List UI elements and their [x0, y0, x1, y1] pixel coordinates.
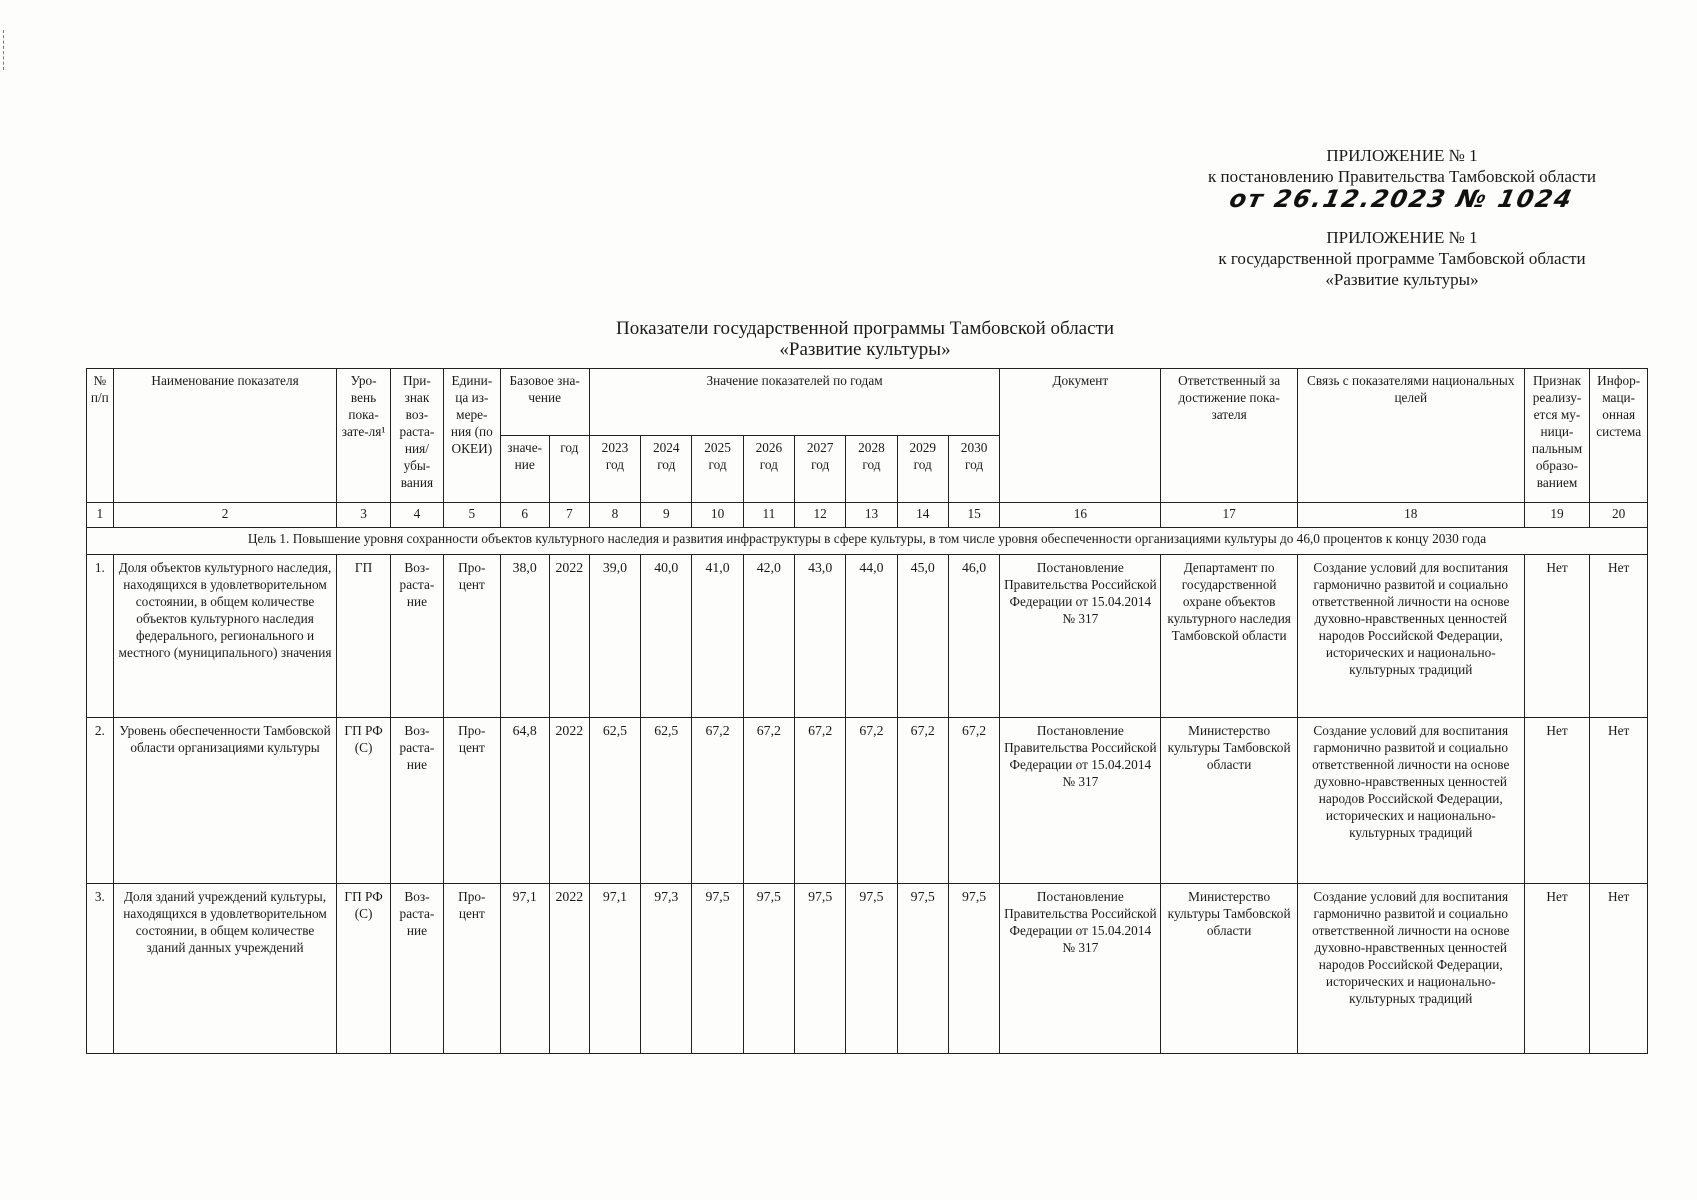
document-ref: Постановление Правительства Российской Федерации от 15.04.2014 № 317 [1000, 555, 1161, 718]
row-number: 2. [87, 718, 114, 884]
column-number: 1 [87, 503, 114, 528]
column-number: 17 [1161, 503, 1297, 528]
indicator-level: ГП РФ (С) [337, 718, 390, 884]
header-year: 2025 год [692, 436, 743, 503]
indicator-unit: Про-цент [444, 718, 500, 884]
column-number: 13 [846, 503, 897, 528]
year-value: 97,5 [692, 884, 743, 1054]
header-year: 2023 год [589, 436, 640, 503]
year-value: 97,3 [641, 884, 692, 1054]
goal-text: Цель 1. Повышение уровня сохранности объектов культурного наследия и развития инфраструктуры в сфере культуры, в том числе уровня обеспеченности организациями культуры до 46,0 процентов к концу 2030 года [87, 528, 1648, 555]
year-value: 42,0 [743, 555, 794, 718]
year-value: 97,1 [589, 884, 640, 1054]
responsible: Министерство культуры Тамбовской области [1161, 718, 1297, 884]
header-year: 2026 год [743, 436, 794, 503]
base-year: 2022 [549, 884, 589, 1054]
base-year: 2022 [549, 555, 589, 718]
indicator-sign: Воз-раста-ние [390, 555, 443, 718]
info-system: Нет [1590, 718, 1648, 884]
indicator-sign: Воз-раста-ние [390, 718, 443, 884]
base-value: 38,0 [500, 555, 549, 718]
table-row [87, 555, 1648, 718]
column-number: 5 [444, 503, 500, 528]
column-number: 11 [743, 503, 794, 528]
info-system: Нет [1590, 884, 1648, 1054]
column-number: 7 [549, 503, 589, 528]
column-number: 10 [692, 503, 743, 528]
goal-row [87, 528, 1648, 555]
base-year: 2022 [549, 718, 589, 884]
header-responsible: Ответственный за достижение пока-зателя [1161, 369, 1297, 503]
indicator-level: ГП РФ (С) [337, 884, 390, 1054]
indicator-unit: Про-цент [444, 884, 500, 1054]
header-base-value: значе-ние [500, 436, 549, 503]
year-value: 62,5 [641, 718, 692, 884]
column-number: 12 [795, 503, 846, 528]
indicator-name: Уровень обеспеченности Тамбовской области организациями культуры [113, 718, 337, 884]
municipal-flag: Нет [1524, 718, 1590, 884]
column-number: 6 [500, 503, 549, 528]
row-number: 3. [87, 884, 114, 1054]
year-value: 67,2 [897, 718, 948, 884]
column-number: 14 [897, 503, 948, 528]
table-row [87, 884, 1648, 1054]
year-value: 62,5 [589, 718, 640, 884]
header-base: Базовое зна-чение [500, 369, 589, 436]
document-title-line: «Развитие культуры» [779, 339, 951, 360]
year-value: 97,5 [897, 884, 948, 1054]
header-num: № п/п [87, 369, 114, 503]
indicator-level: ГП [337, 555, 390, 718]
base-value: 64,8 [500, 718, 549, 884]
document-title [0, 318, 1697, 360]
column-number: 20 [1590, 503, 1648, 528]
header-year: 2024 год [641, 436, 692, 503]
national-goal-link: Создание условий для воспитания гармонично развитой и социально ответственной личности на основе духовно-нравственных ценностей народов Российской Федерации, исторических и национально-культурных традиций [1297, 718, 1524, 884]
municipal-flag: Нет [1524, 555, 1590, 718]
year-value: 97,5 [743, 884, 794, 1054]
column-number: 8 [589, 503, 640, 528]
info-system: Нет [1590, 555, 1648, 718]
column-number: 19 [1524, 503, 1590, 528]
column-number-row [87, 503, 1648, 528]
indicator-name: Доля объектов культурного наследия, находящихся в удовлетворительном состоянии, в общем количестве объектов культурного наследия федерального, регионального и местного (муниципального) значения [113, 555, 337, 718]
document-ref: Постановление Правительства Российской Федерации от 15.04.2014 № 317 [1000, 884, 1161, 1054]
header-document: Документ [1000, 369, 1161, 503]
header-year: 2027 год [795, 436, 846, 503]
column-number: 2 [113, 503, 337, 528]
column-number: 4 [390, 503, 443, 528]
year-value: 40,0 [641, 555, 692, 718]
responsible: Министерство культуры Тамбовской области [1161, 884, 1297, 1054]
year-value: 44,0 [846, 555, 897, 718]
header-base-year: год [549, 436, 589, 503]
year-value: 67,2 [948, 718, 999, 884]
column-number: 16 [1000, 503, 1161, 528]
appendix-subtitle: к постановлению Правительства Тамбовской области [1207, 167, 1597, 186]
appendix-title: ПРИЛОЖЕНИЕ № 1 [1326, 228, 1478, 247]
year-value: 67,2 [692, 718, 743, 884]
document-ref: Постановление Правительства Российской Федерации от 15.04.2014 № 317 [1000, 718, 1161, 884]
municipal-flag: Нет [1524, 884, 1590, 1054]
header-year: 2030 год [948, 436, 999, 503]
appendix-title: ПРИЛОЖЕНИЕ № 1 [1326, 146, 1478, 165]
year-value: 45,0 [897, 555, 948, 718]
base-value: 97,1 [500, 884, 549, 1054]
year-value: 39,0 [589, 555, 640, 718]
header-year: 2028 год [846, 436, 897, 503]
column-number: 9 [641, 503, 692, 528]
column-number: 3 [337, 503, 390, 528]
scan-edge-mark [3, 30, 6, 70]
responsible: Департамент по государственной охране объектов культурного наследия Тамбовской области [1161, 555, 1297, 718]
indicator-unit: Про-цент [444, 555, 500, 718]
year-value: 41,0 [692, 555, 743, 718]
header-level: Уро-вень пока-зате-ля¹ [337, 369, 390, 503]
year-value: 67,2 [743, 718, 794, 884]
indicator-name: Доля зданий учреждений культуры, находящихся в удовлетворительном состоянии, в общем количестве зданий данных учреждений [113, 884, 337, 1054]
year-value: 67,2 [846, 718, 897, 884]
national-goal-link: Создание условий для воспитания гармонично развитой и социально ответственной личности на основе духовно-нравственных ценностей народов Российской Федерации, исторических и национально-культурных традиций [1297, 884, 1524, 1054]
year-value: 97,5 [795, 884, 846, 1054]
column-number: 18 [1297, 503, 1524, 528]
header-municipal: Признак реализу-ется му-ници-пальным образо-ванием [1524, 369, 1590, 503]
year-value: 97,5 [846, 884, 897, 1054]
appendix-header-resolution [1187, 145, 1617, 187]
indicator-sign: Воз-раста-ние [390, 884, 443, 1054]
header-years-group: Значение показателей по годам [589, 369, 999, 436]
header-year: 2029 год [897, 436, 948, 503]
header-info-system: Инфор-маци-онная система [1590, 369, 1648, 503]
appendix-subtitle: к государственной программе Тамбовской области [1218, 249, 1586, 268]
header-unit: Едини-ца из-мере-ния (по ОКЕИ) [444, 369, 500, 503]
table-row [87, 718, 1648, 884]
column-number: 15 [948, 503, 999, 528]
header-name: Наименование показателя [113, 369, 337, 503]
appendix-program-name: «Развитие культуры» [1325, 270, 1479, 289]
handwritten-date-number: от 26.12.2023 № 1024 [1227, 185, 1576, 213]
header-link: Связь с показателями национальных целей [1297, 369, 1524, 503]
header-sign: При-знак воз-раста-ния/ убы-вания [390, 369, 443, 503]
year-value: 46,0 [948, 555, 999, 718]
year-value: 97,5 [948, 884, 999, 1054]
year-value: 67,2 [795, 718, 846, 884]
row-number: 1. [87, 555, 114, 718]
national-goal-link: Создание условий для воспитания гармонично развитой и социально ответственной личности на основе духовно-нравственных ценностей народов Российской Федерации, исторических и национально-культурных традиций [1297, 555, 1524, 718]
indicators-table [86, 368, 1648, 1054]
year-value: 43,0 [795, 555, 846, 718]
document-title-line: Показатели государственной программы Тамбовской области [615, 318, 1115, 339]
appendix-header-program [1187, 227, 1617, 290]
